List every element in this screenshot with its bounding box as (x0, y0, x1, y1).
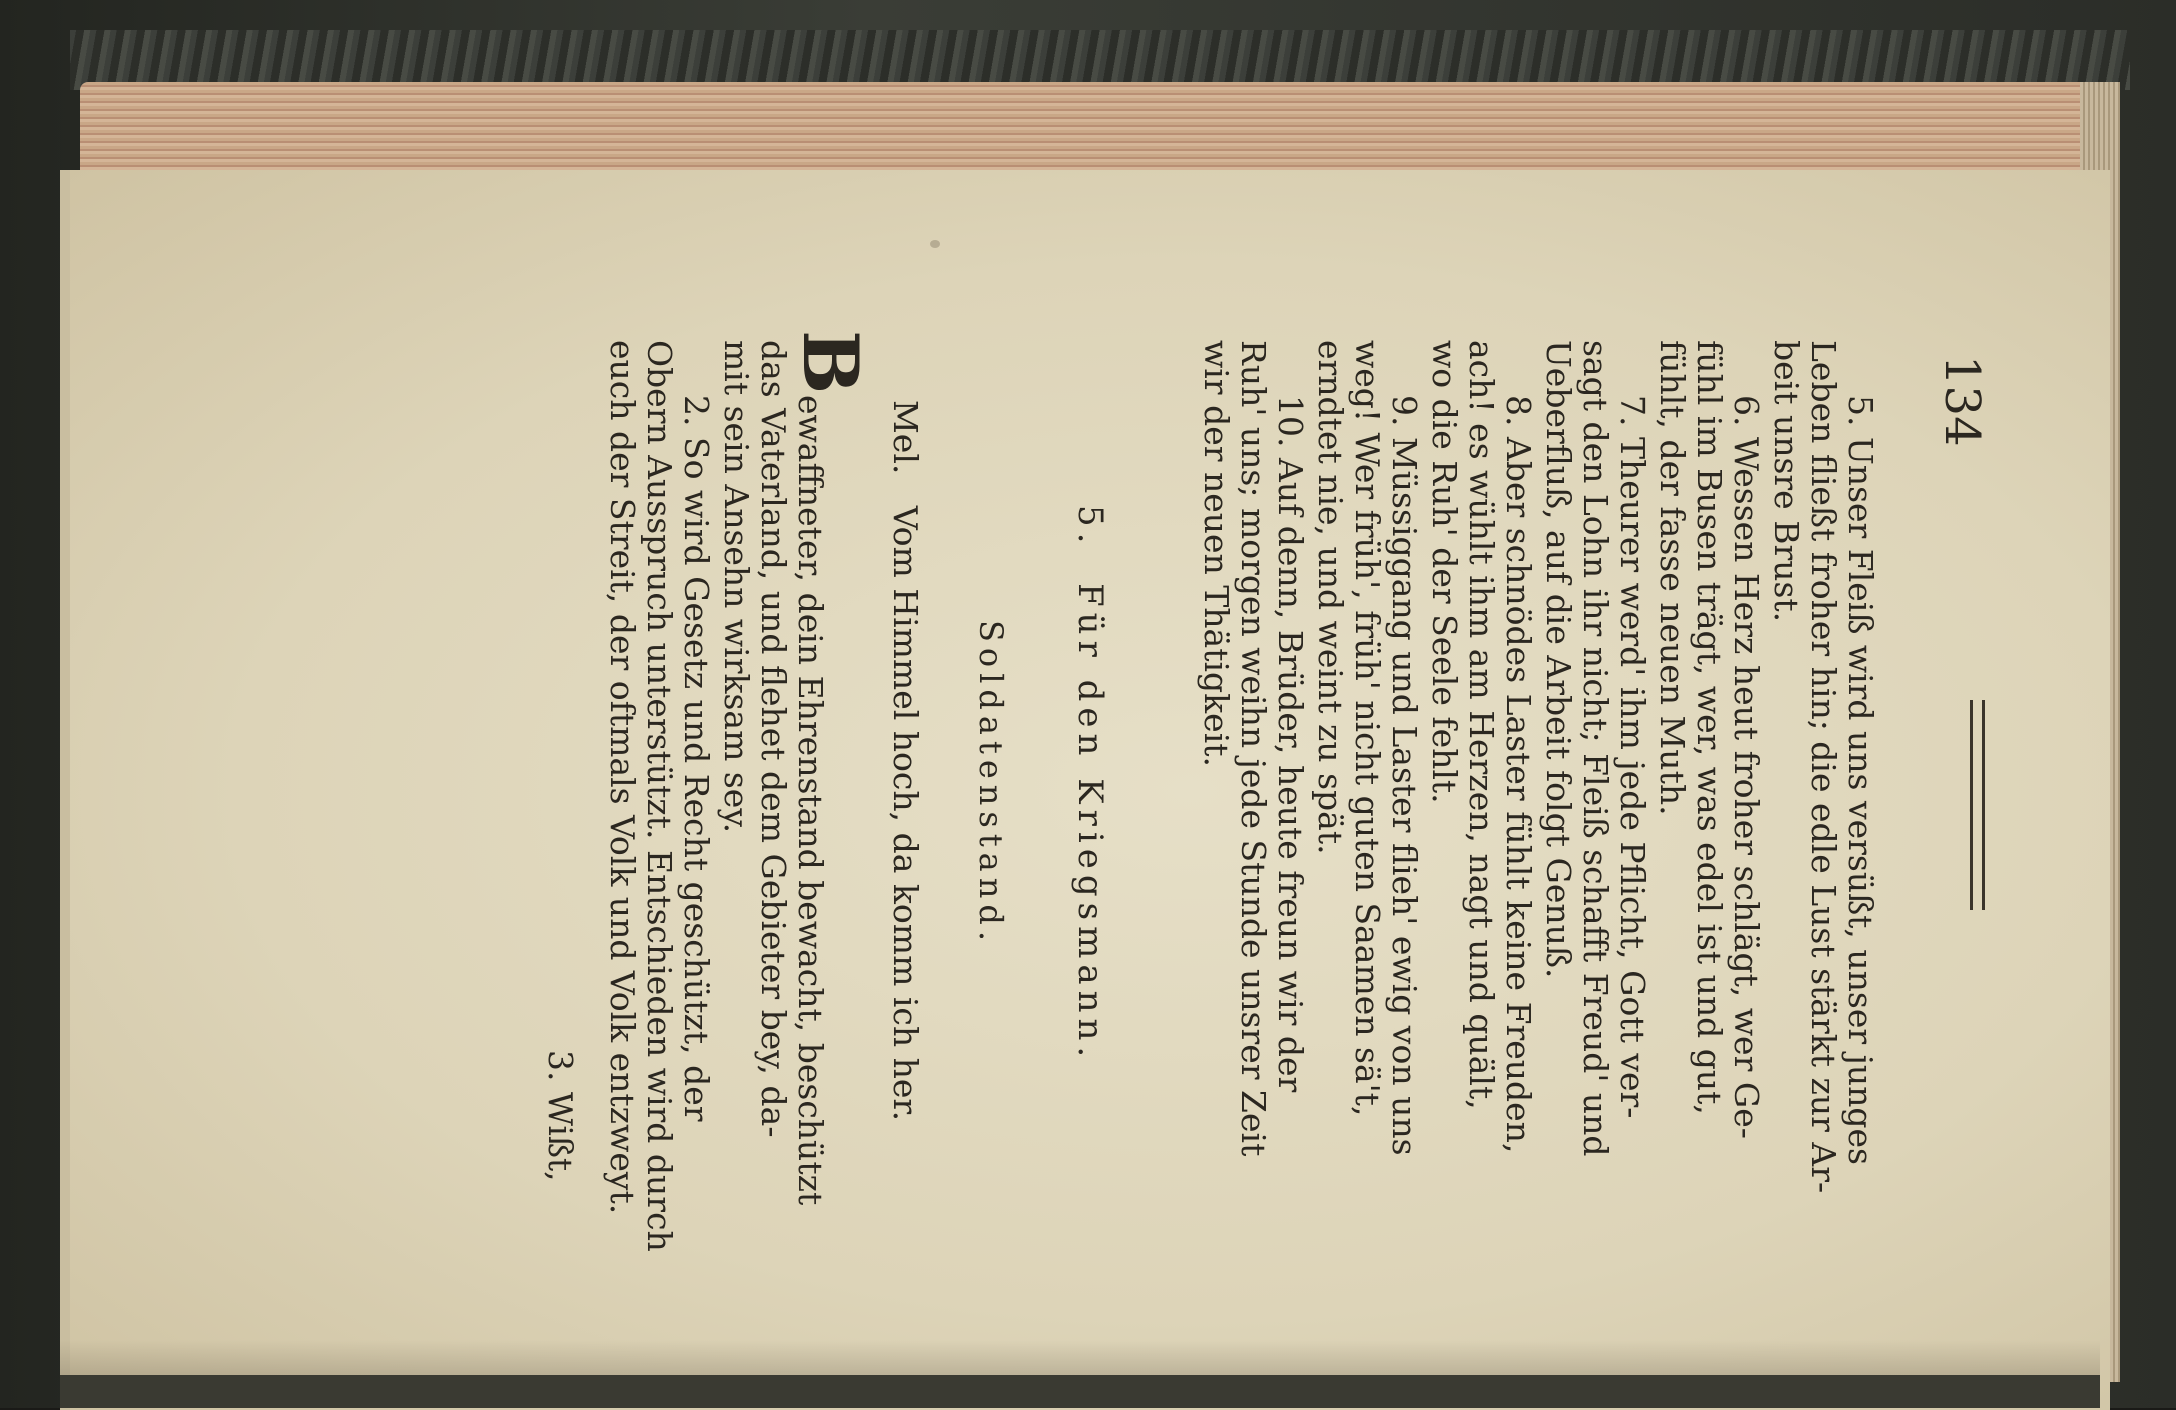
verse-line: euch der Streit, der oftmals Volk und Volk entzweyt. (603, 340, 642, 1215)
verse-line: Obern Ausspruch unterstützt. Entschieden wird durch (640, 340, 679, 1252)
catchword: 3. Wißt, (541, 1050, 580, 1182)
poem-line: fühlt, der fasse neuen Muth. (1653, 340, 1692, 816)
page-edges-top (80, 82, 2110, 177)
poem-line: 7. Theurer werd' ihm jede Pflicht, Gott ver- (1613, 395, 1652, 1119)
poem-line: wir der neuen Thätigkeit. (1197, 340, 1236, 768)
poem-line: Ruh' uns; morgen weihn jede Stunde unsrer Zeit (1234, 340, 1273, 1157)
poem-line: Leben fließt froher hin; die edle Lust stärkt zur Ar- (1804, 340, 1843, 1194)
section-subheading: Soldatenstand. (972, 620, 1010, 948)
poem-line: fühl im Busen trägt, wer, was edel ist und gut, (1690, 340, 1729, 1115)
section-heading: 5. Für den Kriegsmann. (1070, 505, 1110, 1064)
poem-line: wo die Ruh' der Seele fehlt. (1425, 340, 1464, 804)
paper-spot (930, 240, 940, 248)
book-gutter (60, 1375, 2100, 1408)
drop-initial: B (786, 330, 875, 395)
melody-line: Mel. Vom Himmel hoch, da komm ich her. (886, 400, 925, 1122)
decorative-double-rule (1970, 700, 1992, 910)
poem-line: weg! Wer früh', früh' nicht guten Saamen sä't, (1348, 340, 1387, 1117)
poem-line: Ueberfluß, auf die Arbeit folgt Genuß. (1539, 340, 1578, 979)
poem-line: 10. Auf denn, Brüder, heute freun wir der (1271, 395, 1310, 1093)
book-cover-edge (70, 30, 2130, 90)
poem-line: sagt den Lohn ihr nicht; Fleiß schafft Freud' und (1576, 340, 1615, 1157)
poem-line: ach! es wühlt ihm am Herzen, nagt und quält, (1462, 340, 1501, 1110)
page-number: 134 (1934, 355, 1990, 447)
poem-line: beit unsre Brust. (1767, 340, 1806, 623)
poem-line: 6. Wessen Herz heut froher schlägt, wer Ge- (1727, 395, 1766, 1139)
verse-line: ewaffneter, dein Ehrenstand bewacht, beschützt (791, 395, 830, 1206)
poem-line: 5. Unser Fleiß wird uns versüßt, unser junges (1841, 395, 1880, 1165)
verse-line: mit sein Ansehn wirksam sey. (717, 340, 756, 834)
verse-line: das Vaterland, und flehet dem Gebieter bey, da- (754, 340, 793, 1138)
poem-line: 9. Müssiggang und Laster flieh' ewig von uns (1385, 395, 1424, 1156)
poem-line: erndtet nie, und weint zu spät. (1311, 340, 1350, 855)
poem-line: 8. Aber schnödes Laster fühlt keine Freuden, (1499, 395, 1538, 1154)
verse-line: 2. So wird Gesetz und Recht geschützt, der (677, 395, 716, 1122)
